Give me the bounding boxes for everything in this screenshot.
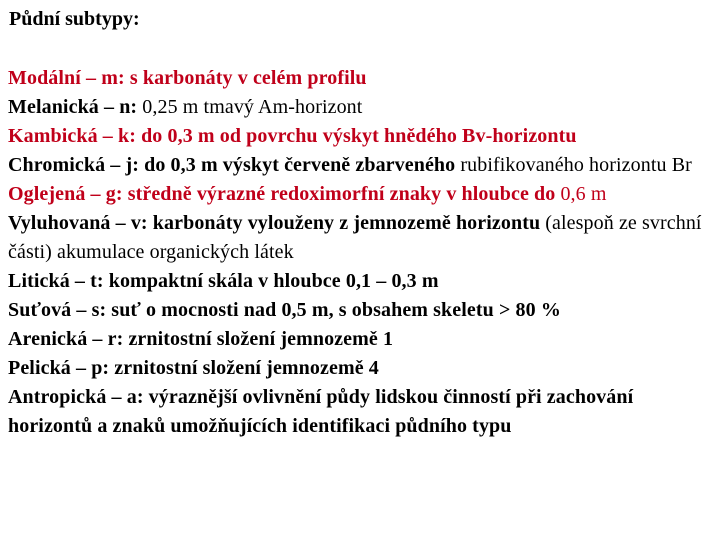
list-item bbox=[8, 64, 714, 93]
item-rest: rubifikovaného horizontu Br bbox=[455, 154, 692, 176]
item-rest: 0,25 m tmavý Am-horizont bbox=[137, 96, 363, 118]
list-item bbox=[8, 209, 714, 267]
item-lead: Oglejená – g: středně výrazné redoximorfní znaky v hloubce do bbox=[8, 183, 556, 205]
list-item bbox=[8, 267, 714, 296]
list-item bbox=[8, 122, 714, 151]
list-item bbox=[8, 151, 714, 180]
item-lead: Litická – t: kompaktní skála v hloubce 0,1 – 0,3 m bbox=[8, 270, 439, 292]
item-lead: Vyluhovaná – v: karbonáty vylouženy z jemnozemě horizontu bbox=[8, 212, 541, 234]
item-rest: (alespoň ze svrchní části) akumulace organických látek bbox=[8, 212, 702, 263]
list-item bbox=[8, 383, 714, 441]
list-item bbox=[8, 296, 714, 325]
item-lead: Kambická – k: do 0,3 m od povrchu výskyt hnědého Bv-horizontu bbox=[8, 125, 577, 147]
item-lead: Suťová – s: suť o mocnosti nad 0,5 m, s obsahem skeletu > 80 % bbox=[8, 299, 561, 321]
list-item bbox=[8, 354, 714, 383]
item-lead: Chromická – j: do 0,3 m výskyt červeně zbarveného bbox=[8, 154, 456, 176]
list-item bbox=[8, 180, 714, 209]
page-title: Půdní subtypy: bbox=[9, 8, 140, 30]
item-lead: Pelická – p: zrnitostní složení jemnozemě 4 bbox=[8, 357, 379, 379]
item-lead: Antropická – a: výraznější ovlivnění půdy lidskou činností při zachování horizontů a znaků umožňujících identifikaci půdního typu bbox=[8, 386, 634, 437]
item-rest: 0,6 m bbox=[555, 183, 607, 205]
item-lead: Arenická – r: zrnitostní složení jemnozemě 1 bbox=[8, 328, 394, 350]
subtype-list bbox=[8, 64, 714, 441]
item-lead: Melanická – n: bbox=[8, 96, 138, 118]
list-item bbox=[8, 325, 714, 354]
item-lead: Modální – m: s karbonáty v celém profilu bbox=[8, 67, 367, 89]
list-item bbox=[8, 93, 714, 122]
